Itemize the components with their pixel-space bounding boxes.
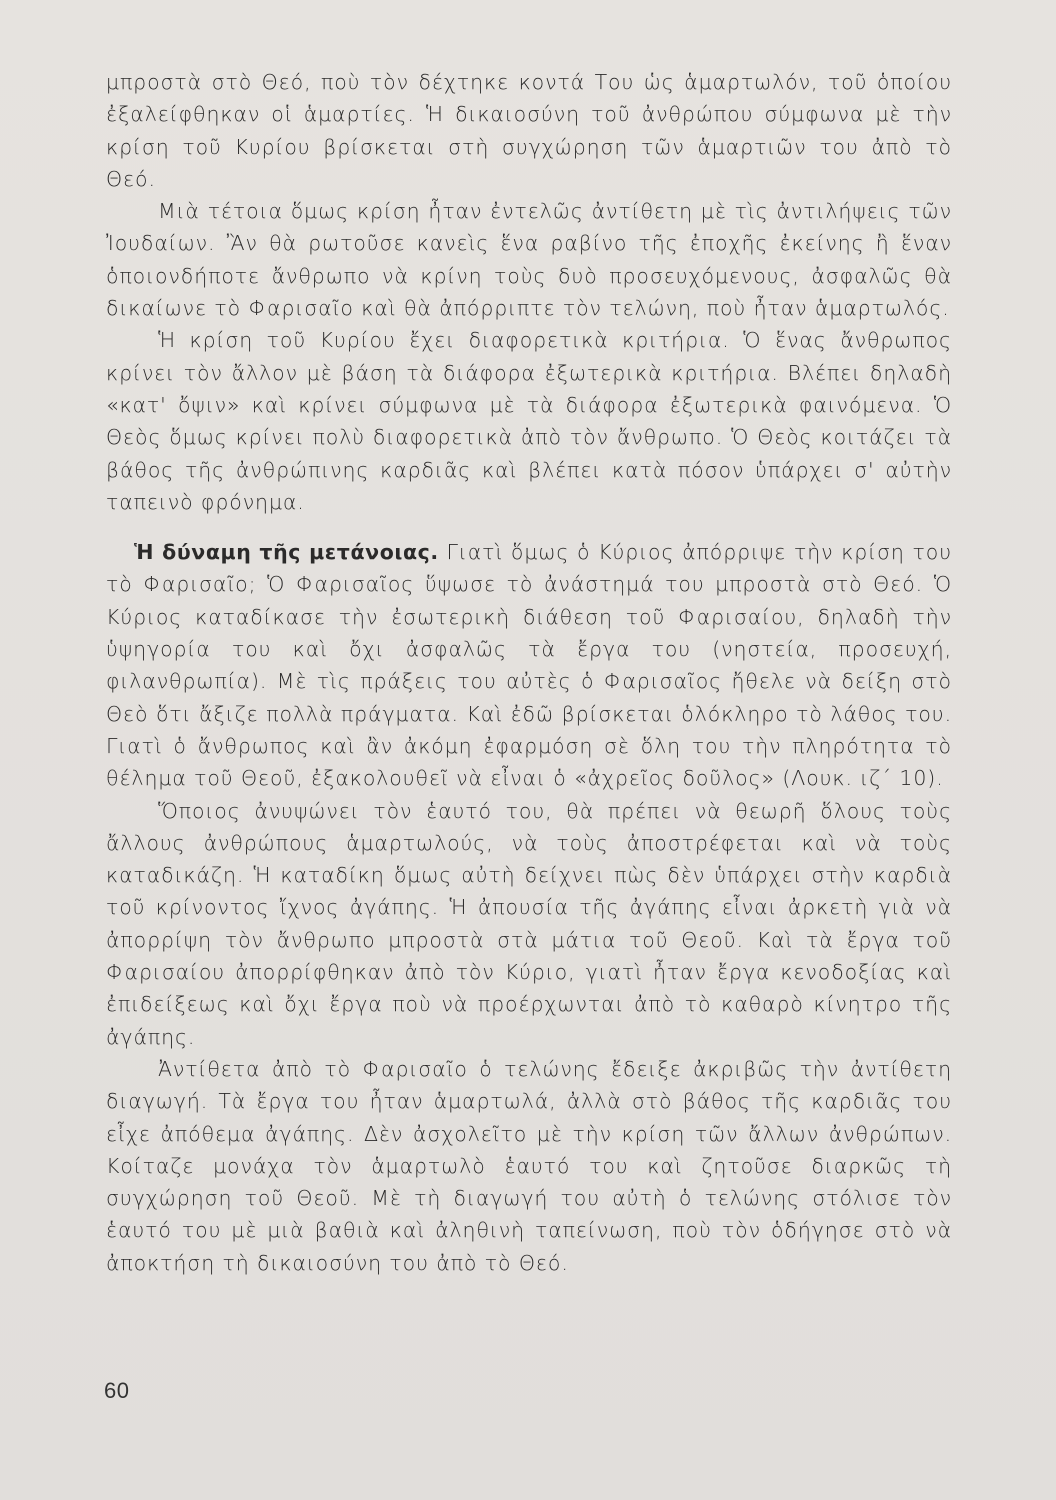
page-number: 60 <box>104 1378 130 1403</box>
paragraph-4 <box>106 536 952 794</box>
paragraph-5: Ὅποιος ἀνυψώνει τὸν ἑαυτό του, θὰ πρέπει νὰ θεωρῆ ὅλους τοὺς ἄλλους ἀνθρώπους ἁμαρτωλούς, νὰ τοὺς ἀποστρέφεται καὶ νὰ τοὺς καταδικάζη. Ἡ καταδίκη ὅμως αὐτὴ δείχνει πὼς δὲν ὑπάρχει στὴν καρδιὰ τοῦ κρίνοντος ἴχνος ἀγάπης. Ἡ ἀπουσία τῆς ἀγάπης εἶναι ἀρκετὴ γιὰ νὰ ἀπορρίψη τὸν ἄνθρωπο μπροστὰ στὰ μάτια τοῦ Θεοῦ. Καὶ τὰ ἔργα τοῦ Φαρισαίου ἀπορρίφθηκαν ἀπὸ τὸν Κύριο, γιατὶ ἦταν ἔργα κενοδοξίας καὶ ἐπιδείξεως καὶ ὄχι ἔργα ποὺ νὰ προέρχωνται ἀπὸ τὸ καθαρὸ κίνητρο τῆς ἀγάπης. <box>106 798 952 1049</box>
paragraph-6: Ἀντίθετα ἀπὸ τὸ Φαρισαῖο ὁ τελώνης ἔδειξε ἀκριβῶς τὴν ἀντίθετη διαγωγή. Τὰ ἔργα του ἦταν ἁμαρτωλά, ἀλλὰ στὸ βάθος τῆς καρδιᾶς του εἶχε ἀπόθεμα ἀγάπης. Δὲν ἀσχολεῖτο μὲ τὴν κρίση τῶν ἄλλων ἀνθρώπων. Κοίταζε μονάχα τὸν ἁμαρτωλὸ ἑαυτό του καὶ ζητοῦσε διαρκῶς τὴ συγχώρηση τοῦ Θεοῦ. Μὲ τὴ διαγωγή του αὐτὴ ὁ τελώνης στόλισε τὸν ἑαυτό του μὲ μιὰ βαθιὰ καὶ ἀληθινὴ ταπείνωση, ποὺ τὸν ὁδήγησε στὸ νὰ ἀποκτήση τὴ δικαιοσύνη του ἀπὸ τὸ Θεό. <box>106 1056 952 1275</box>
section-heading: Ἡ δύναμη τῆς μετάνοιας. <box>134 540 439 565</box>
paragraph-1: μπροστὰ στὸ Θεό, ποὺ τὸν δέχτηκε κοντά Του ὡς ἁμαρτωλόν, τοῦ ὁποίου ἐξαλείφθηκαν οἱ ἁμαρτίες. Ἡ δικαιοσύνη τοῦ ἀνθρώπου σύμφωνα μὲ τὴν κρίση τοῦ Κυρίου βρίσκεται στὴ συγχώρηση τῶν ἁμαρτιῶν του ἀπὸ τὸ Θεό. <box>106 70 952 191</box>
paragraph-4-text: Γιατὶ ὅμως ὁ Κύριος ἀπόρριψε τὴν κρίση του τὸ Φαρισαῖο; Ὁ Φαρισαῖος ὕψωσε τὸ ἀνάστημά του μπροστὰ στὸ Θεό. Ὁ Κύριος καταδίκασε τὴν ἐσωτερικὴ διάθεση τοῦ Φαρισαίου, δηλαδὴ τὴν ὑψηγορία του καὶ ὄχι ἀσφαλῶς τὰ ἔργα του (νηστεία, προσευχή, φιλανθρωπία). Μὲ τὶς πράξεις του αὐτὲς ὁ Φαρισαῖος ἤθελε νὰ δείξη στὸ Θεὸ ὅτι ἄξιζε πολλὰ πράγματα. Καὶ ἐδῶ βρίσκεται ὁλόκληρο τὸ λάθος του. Γιατὶ ὁ ἄνθρωπος καὶ ἂν ἀκόμη ἐφαρμόση σὲ ὅλη του τὴν πληρότητα τὸ θέλημα τοῦ Θεοῦ, ἐξακολουθεῖ νὰ εἶναι ὁ «ἀχρεῖος δοῦλος» (Λουκ. ιζ΄ 10). <box>106 540 952 791</box>
paragraph-3: Ἡ κρίση τοῦ Κυρίου ἔχει διαφορετικὰ κριτήρια. Ὁ ἕνας ἄνθρωπος κρίνει τὸν ἄλλον μὲ βάση τὰ διάφορα ἐξωτερικὰ κριτήρια. Βλέπει δηλαδὴ «κατ' ὄψιν» καὶ κρίνει σύμφωνα μὲ τὰ διάφορα ἐξωτερικὰ φαινόμενα. Ὁ Θεὸς ὅμως κρίνει πολὺ διαφορετικὰ ἀπὸ τὸν ἄνθρωπο. Ὁ Θεὸς κοιτάζει τὰ βάθος τῆς ἀνθρώπινης καρδιᾶς καὶ βλέπει κατὰ πόσον ὑπάρχει σ' αὐτὴν ταπεινὸ φρόνημα. <box>106 328 952 514</box>
body-text <box>106 66 952 1279</box>
paragraph-2: Μιὰ τέτοια ὅμως κρίση ἦταν ἐντελῶς ἀντίθετη μὲ τὶς ἀντιλήψεις τῶν Ἰουδαίων. Ἂν θὰ ρωτοῦσε κανεὶς ἕνα ραβίνο τῆς ἐποχῆς ἐκείνης ἢ ἕναν ὁποιονδήποτε ἄνθρωπο νὰ κρίνη τοὺς δυὸ προσευχόμενους, ἀσφαλῶς θὰ δικαίωνε τὸ Φαρισαῖο καὶ θὰ ἀπόρριπτε τὸν τελώνη, ποὺ ἦταν ἁμαρτωλός. <box>106 199 952 321</box>
